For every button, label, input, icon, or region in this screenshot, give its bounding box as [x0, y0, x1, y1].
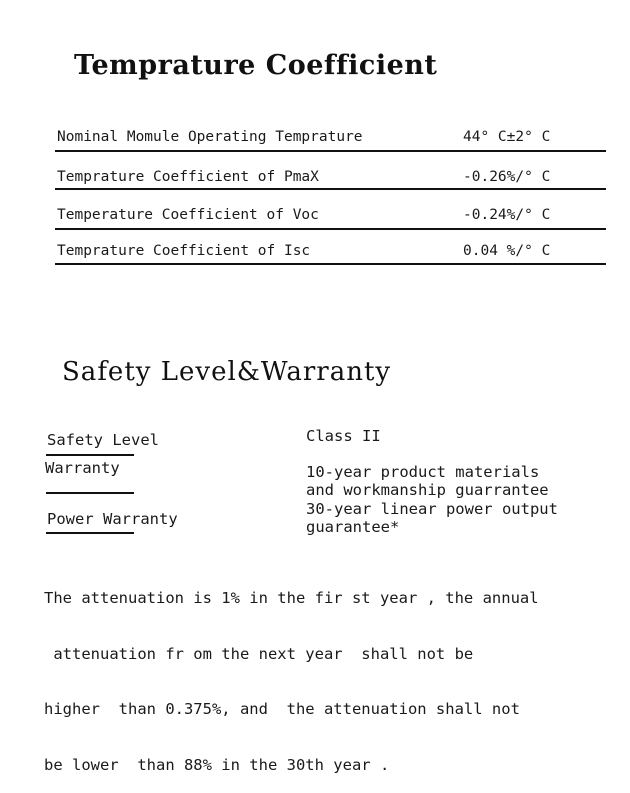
- power-warranty-label: Power Warranty: [47, 510, 178, 528]
- temperature-coefficient-title: Temprature Coefficient: [74, 50, 438, 81]
- temp-row-value-voc: -0.24%/° C: [463, 207, 551, 223]
- note-line: The attenuation is 1% in the fir st year , the annual: [44, 589, 539, 607]
- temp-row-label-isc: Temprature Coefficient of Isc: [57, 243, 311, 259]
- temp-row-label-pmax: Temprature Coefficient of PmaX: [57, 169, 319, 185]
- temp-row-label-voc: Temperature Coefficient of Voc: [57, 207, 319, 223]
- table-rule: [55, 228, 606, 230]
- table-rule: [55, 263, 606, 265]
- short-rule: [46, 492, 134, 494]
- warranty-value-line1: 10-year product materials: [306, 463, 540, 481]
- note-line: be lower than 88% in the 30th year .: [44, 755, 390, 774]
- attenuation-note: [44, 552, 539, 793]
- short-rule: [46, 532, 134, 534]
- power-warranty-value-line1: 30-year linear power output: [306, 500, 558, 518]
- safety-warranty-title: Safety Level&Warranty: [62, 357, 392, 387]
- temp-row-value-pmax: -0.26%/° C: [463, 169, 551, 185]
- note-line: attenuation fr om the next year shall not be: [44, 644, 474, 663]
- temp-row-label-nominal: Nominal Momule Operating Temprature: [57, 129, 363, 145]
- power-warranty-value-line2: guarantee*: [306, 518, 400, 536]
- temp-row-value-isc: 0.04 %/° C: [463, 243, 551, 259]
- safety-level-label: Safety Level: [47, 431, 159, 449]
- temp-row-value-nominal: 44° C±2° C: [463, 129, 551, 145]
- table-rule: [55, 188, 606, 190]
- warranty-label: Warranty: [45, 459, 120, 477]
- short-rule: [46, 454, 134, 456]
- note-line: higher than 0.375%, and the attenuation shall not: [44, 700, 520, 718]
- warranty-value-line2: and workmanship guarrantee: [306, 481, 549, 499]
- safety-level-value: Class II: [306, 427, 381, 445]
- table-rule: [55, 150, 606, 152]
